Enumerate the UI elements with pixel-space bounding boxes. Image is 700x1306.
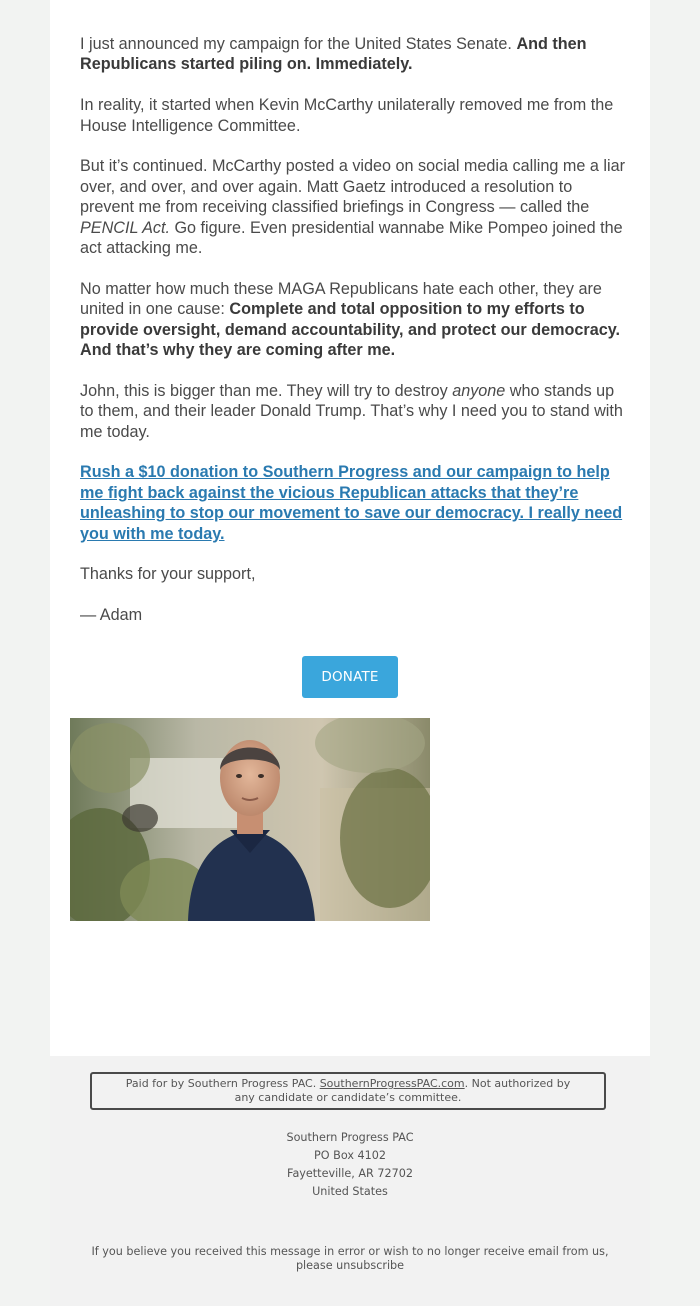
closing-line: Thanks for your support, xyxy=(80,565,256,584)
anyone-emphasis: anyone xyxy=(452,381,506,400)
donation-cta-link[interactable]: Rush a $10 donation to Southern Progress and our campaign to help me fight back against the vicious Republican attacks that they’re unleashing to stop our movement to save our democracy. I really need you with me today. xyxy=(80,463,623,543)
letter-text xyxy=(80,34,625,646)
paid-for-disclaimer: Paid for by Southern Progress PAC. SouthernProgressPAC.com. Not authorized by any candidate or candidate’s committee. xyxy=(90,1072,606,1110)
candidate-photo xyxy=(70,718,430,921)
paragraph-3: But it’s continued. McCarthy posted a video on social media calling me a liar over, and over, and over again. Matt Gaetz introduced a resolution to prevent me from receiving classified briefings in Congress — called the PENCIL Act. Go figure. Even presidential wannabe Mike Pompeo joined the act attacking me. xyxy=(80,157,625,258)
donate-button[interactable]: DONATE xyxy=(302,656,398,698)
signature: — Adam xyxy=(80,606,143,625)
paragraph-4: No matter how much these MAGA Republicans hate each other, they are united in one cause: Complete and total opposition to my efforts to provide oversight, demand accountability, and protect our democracy. And that’s why they are coming after me. xyxy=(80,279,620,360)
paragraph-2: In reality, it started when Kevin McCarthy unilaterally removed me from the House Intelligence Committee. xyxy=(80,96,614,135)
paragraph-1-emphasis: And then Republicans started piling on. Immediately. xyxy=(80,35,587,74)
email-body-card xyxy=(50,0,650,1056)
address-line: PO Box 4102 xyxy=(314,1149,386,1162)
paragraph-4-emphasis: Complete and total opposition to my efforts to provide oversight, demand accountability, and protect our democracy. And that’s why they are coming after me. xyxy=(80,300,620,360)
cta-paragraph xyxy=(80,462,625,544)
address-line: United States xyxy=(312,1185,388,1198)
paragraph-5: John, this is bigger than me. They will try to destroy anyone who stands up to them, and their leader Donald Trump. That’s why I need you to stand with me today. xyxy=(80,381,623,441)
paragraph-1: I just announced my campaign for the United States Senate. And then Republicans started piling on. Immediately. xyxy=(80,35,587,74)
pac-website-link[interactable]: SouthernProgressPAC.com xyxy=(319,1077,465,1090)
footer xyxy=(50,1056,650,1306)
mailing-address xyxy=(50,1129,650,1201)
address-line: Fayetteville, AR 72702 xyxy=(287,1167,413,1180)
address-line: Southern Progress PAC xyxy=(286,1131,414,1144)
candidate-photo-image xyxy=(70,718,430,921)
unsubscribe-notice[interactable]: If you believe you received this message in error or wish to no longer receive email from us, please unsubscribe xyxy=(91,1245,609,1272)
pencil-act-title: PENCIL Act. xyxy=(80,218,170,237)
